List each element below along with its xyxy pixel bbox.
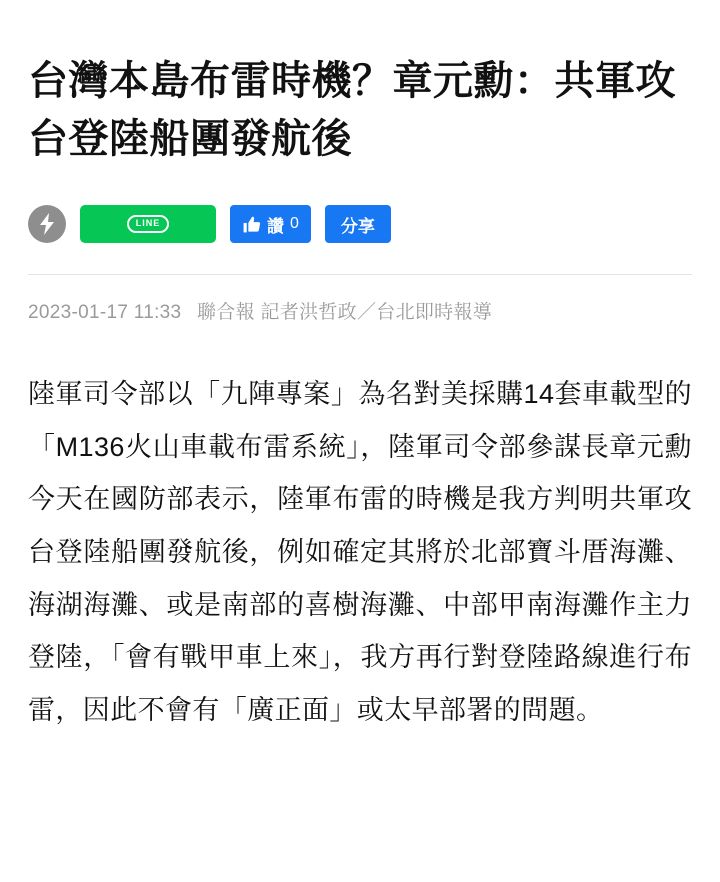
lightning-bolt-icon bbox=[38, 213, 56, 235]
page-title: 台灣本島布雷時機？章元勳：共軍攻台登陸船團發航後 bbox=[28, 59, 676, 161]
article-body bbox=[28, 368, 692, 736]
line-share-button[interactable] bbox=[80, 205, 216, 243]
article-meta bbox=[28, 297, 692, 324]
line-label: LINE bbox=[127, 215, 170, 233]
share-bar bbox=[28, 204, 692, 244]
article-paragraph: 陸軍司令部以「九陣專案」為名對美採購14套車載型的「M136火山車載布雷系統」，陸軍司令部參謀長章元勳今天在國防部表示，陸軍布雷的時機是我方判明共軍攻台登陸船團發航後，例如確定其將於北部寶斗厝海灘、海湖海灘、或是南部的喜樹海灘、中部甲南海灘作主力登陸，「會有戰甲車上來」，我方再行對登陸路線進行布雷，因此不會有「廣正面」或太早部署的問題。 bbox=[28, 379, 692, 725]
thumbs-up-icon bbox=[242, 215, 261, 234]
lightning-button[interactable] bbox=[28, 205, 66, 243]
share-label: 分享 bbox=[340, 216, 375, 236]
facebook-like-button[interactable] bbox=[230, 205, 311, 243]
article-source: 聯合報 記者洪哲政／台北即時報導 bbox=[197, 302, 493, 323]
like-label: 讚 bbox=[267, 216, 284, 236]
publish-timestamp: 2023-01-17 11:33 bbox=[28, 302, 182, 323]
like-count: 0 bbox=[290, 215, 299, 232]
share-button[interactable] bbox=[325, 205, 391, 243]
divider bbox=[28, 274, 692, 275]
